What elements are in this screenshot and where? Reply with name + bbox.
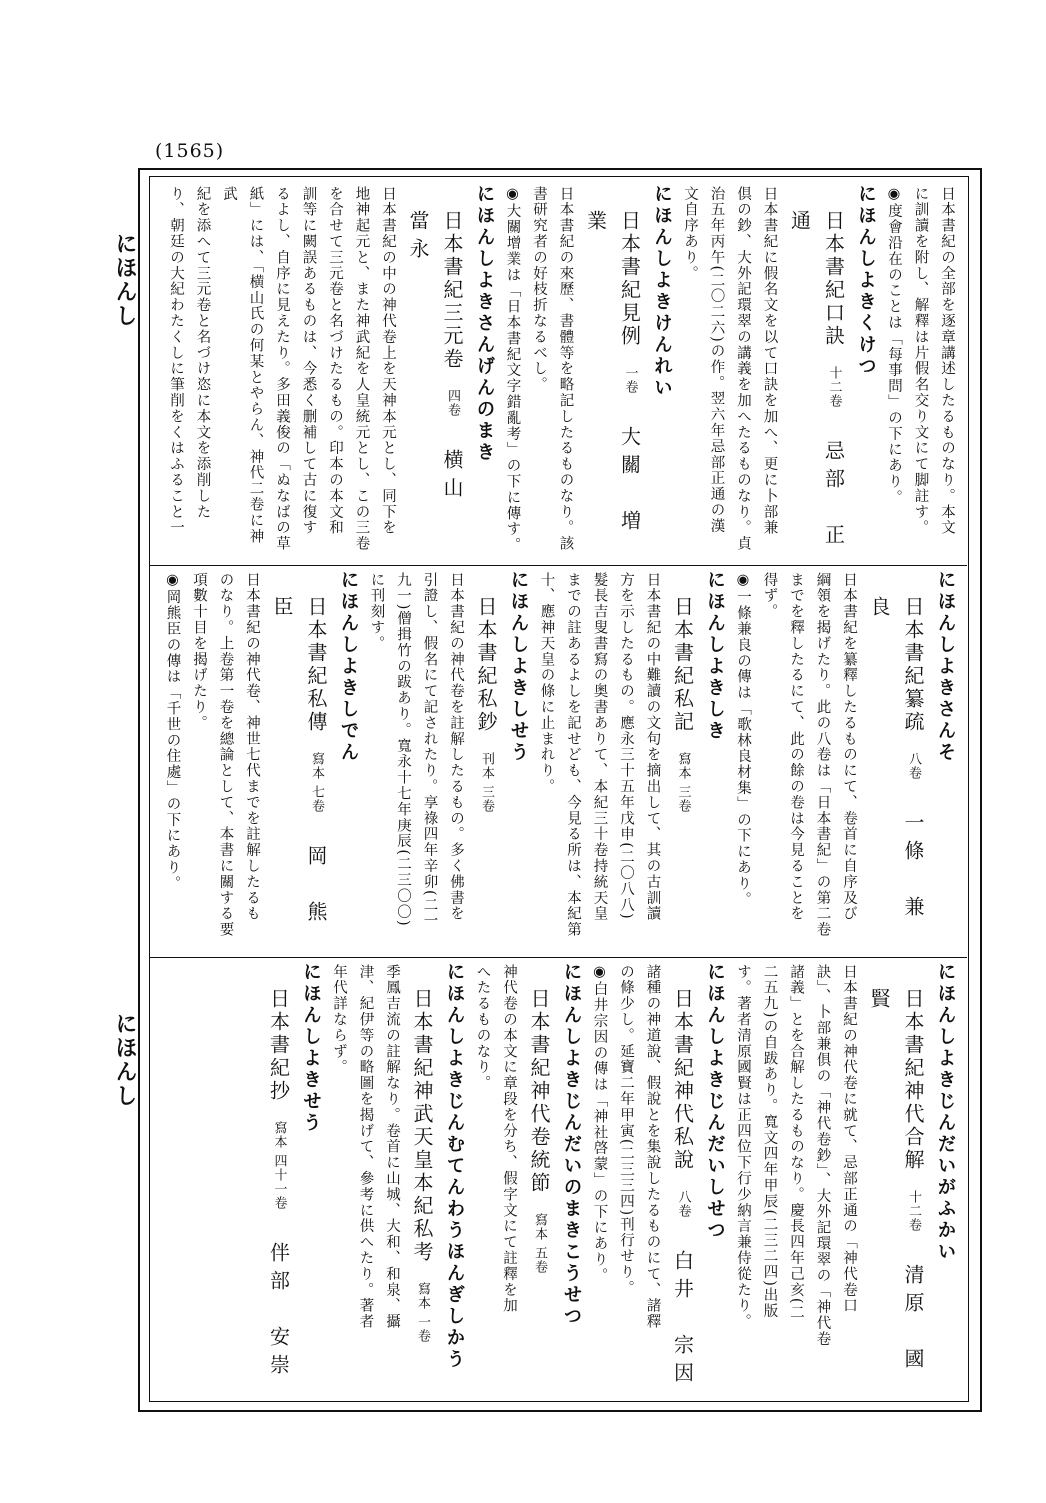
entry-volumes: 寫本 一卷 — [415, 1282, 430, 1344]
entry-heading: にほんしよきしでん — [338, 570, 359, 764]
entry-body-line: 日本書紀の中の神代卷上を天神本元とし、同下を — [380, 186, 396, 536]
entry-volumes: 八卷 — [675, 1190, 691, 1218]
continuation-line: 日本書紀の全部を逐章講述したるものなり。本文 — [939, 186, 955, 536]
entry-body-line: 年代詳ならず。 — [331, 964, 347, 1076]
entry-body-line: 地神起元と、また神武紀を人皇統元とし、この三卷 — [353, 186, 370, 552]
entry-volumes: 四卷 — [445, 389, 460, 417]
entry-title-line — [469, 570, 503, 950]
entry-note: ◉白井宗因の傳は「神社啓蒙」の下にあり。 — [591, 964, 608, 1284]
entry-body-line: 津、紀伊等の略圖を揭げて、參考に供へたり。著者 — [357, 964, 374, 1330]
entry-volumes: 八卷 — [906, 752, 921, 780]
entry-body-line: 文自序あり。 — [682, 186, 698, 282]
entry-body-line: 日本書紀の神代卷を註解したるもの。多く佛書を — [448, 572, 464, 922]
entry-title-line — [862, 962, 930, 1394]
entry-body-line: を合せて三元卷と名づけたるもの。印本の本文和 — [327, 186, 343, 536]
entry-body-line: 引證し、假名にて記されたり。享祿四年辛卯(二一 — [421, 572, 438, 929]
entry-heading: にほんしよきせう — [300, 962, 322, 1134]
entry-body-line: 日本書紀の神代卷に就て、忌部正通の「神代卷口 — [841, 964, 857, 1314]
section-divider-upper — [149, 565, 967, 566]
entry-body-line: 髮長吉叟書寫の奥書ありて、本紀三十卷持統天皇 — [591, 572, 608, 922]
entry-heading: にほんしよきしせう — [508, 570, 529, 764]
entry-body-line: るよし、自序に見えたり。多田義俊の「ぬなばの草 — [274, 186, 290, 552]
entry-body-line: の條少し。延寶二年甲寅(二三三四)刊行せり。 — [618, 964, 634, 1297]
entry-body-line: 諸種の神道說、假說とを集說したるものにて、諸釋 — [644, 964, 661, 1330]
entry-note: ◉岡熊臣の傳は「千世の住處」の下にあり。 — [164, 572, 181, 892]
entry-body-line: のなり。上卷第一卷を總論として、本書に關する要 — [217, 572, 234, 938]
entry-heading: にほんしよきじんだいのまきこうせつ — [561, 962, 582, 1328]
entry-body-line: 訣」、卜部兼俱の「神代卷鈔」、大外記環翠の「神代卷 — [814, 964, 831, 1347]
entry-title-line — [579, 184, 647, 558]
entry-volumes: 一卷 — [622, 366, 638, 394]
entry-title: 日本書紀神代合解 — [901, 988, 925, 1172]
entry-body-line: までを釋したるにて、此の餘の卷は今見ることを — [788, 572, 804, 922]
entry-body-line: 日本書紀の來歷、書體等を略記したるものなり。該 — [557, 186, 574, 552]
entry-body-line: 二五九)の自跋あり。寬文四年甲辰(二三二四)出版 — [761, 964, 778, 1320]
entry-body-line: 書研究者の好枝折なるべし。 — [531, 186, 547, 393]
entry-title-line — [522, 962, 556, 1394]
entry-body-line: 得ず。 — [761, 572, 778, 620]
entry-heading: にほんしよきさんげんのまき — [474, 184, 495, 464]
entry-volumes: 十二卷 — [826, 366, 842, 408]
entry-title: 日本書紀神代私說 — [670, 988, 695, 1172]
upper-section — [160, 184, 960, 558]
entry-author: 横山 當永 — [406, 210, 464, 533]
entry-author: 大關 増業 — [583, 210, 642, 538]
entry-body-line: までの註あるよしを記せども、今見る所は、本紀第 — [565, 572, 581, 938]
entry-body-line: 倶の鈔、大外記環翠の講義を加へたるものなり。貞 — [735, 186, 751, 552]
entry-body-line: 治五年丙午(二〇二六)の作。翌六年忌部正通の漢 — [708, 186, 725, 535]
entry-volumes: 寫本 四十一卷 — [271, 1121, 287, 1211]
middle-section — [160, 570, 960, 950]
entry-title-line — [783, 184, 851, 558]
entry-body-line: 日本書紀を纂釋したるものにて、卷首に自序及び — [841, 572, 857, 922]
entry-title: 日本書紀纂疏 — [901, 596, 925, 734]
entry-title: 日本書紀口訣 — [821, 210, 846, 348]
entry-body-line — [160, 184, 163, 558]
entry-volumes: 刊本 三卷 — [479, 752, 494, 814]
margin-head-top: にほんし — [112, 232, 138, 328]
entry-volumes: 寫本 三卷 — [675, 752, 691, 814]
entry-body-line: 訓等に闕誤あるものは、今悉く删補して古に復す — [300, 186, 317, 536]
entry-author: 白井 宗因 — [670, 1250, 695, 1390]
entry-author: 忌部 正通 — [787, 210, 846, 552]
entry-heading: にほんしよきじんだいがふかい — [935, 962, 956, 1263]
entry-body-line: り、朝廷の大紀わたくしに筆削をくはふること一 — [168, 186, 184, 536]
section-divider-lower — [149, 957, 967, 958]
entry-author: 清原 國賢 — [867, 988, 925, 1376]
entry-note: ◉大關增業は「日本書紀文字錯亂考」の下に傳す。 — [504, 186, 521, 554]
lower-section — [160, 962, 960, 1394]
entry-title-line — [666, 962, 700, 1394]
entry-heading: にほんしよきさんそ — [935, 570, 956, 764]
entry-body-line: 諸義」とを合解したるものなり。慶長四年己亥(二 — [788, 964, 804, 1321]
entry-title-line — [862, 570, 930, 950]
entry-body-line: 九一)僧揖竹の跋あり。寬永十七年庚辰(二三〇〇) — [395, 572, 411, 928]
entry-heading: にほんしよきしき — [704, 570, 726, 742]
entry-title-line — [262, 962, 296, 1394]
entry-title: 日本書紀私鈔 — [474, 596, 498, 734]
entry-volumes: 寫本 五卷 — [532, 1213, 547, 1275]
entry-body-line: 紀を添へて三元卷と名づけ恣に本文を添削した — [194, 186, 211, 520]
continuation-line: に訓讀を附し、解釋は片假名交り文にて脚註す。 — [912, 186, 929, 536]
entry-body-line: 紙」には、「横山氏の何某とやらん、神代二卷に神武 — [221, 186, 264, 545]
entry-title-line — [401, 184, 469, 558]
entry-body-line: 十、應神天皇の條に止まれり。 — [538, 572, 555, 795]
entry-body-line: 綱領を揭げたり。此の八卷は「日本書紀」の第二卷 — [814, 572, 831, 938]
entry-volumes: 寫本 七卷 — [309, 752, 324, 814]
entry-body-line: 方を示したるもの。應永三十五年戊申(二〇八八) — [618, 572, 634, 921]
entry-author: 一條 兼良 — [867, 596, 925, 924]
entry-heading: にほんしよきじんむてんわうほんぎしかう — [444, 962, 465, 1371]
entry-title: 日本書紀抄 — [266, 988, 291, 1103]
entry-title: 日本書紀三元卷 — [440, 210, 464, 371]
entry-body-line: 日本書紀に假名文を以て口訣を加へ、更に卜部兼 — [761, 186, 778, 536]
continuation-note: ◉度會沿在のことは「每事問」の下にあり。 — [886, 186, 902, 506]
entry-body-line: 日本書紀の神代卷、神世七代までを註解したるも — [244, 572, 260, 922]
page-number: (1565) — [155, 140, 225, 162]
entry-title-line — [666, 570, 700, 950]
entry-heading: にほんしよきくけつ — [855, 184, 877, 378]
entry-body-line: へたるものなり。 — [474, 964, 491, 1092]
entry-title: 日本書紀神代卷統節 — [527, 988, 551, 1195]
entry-title: 日本書紀私傳 — [304, 596, 328, 734]
entry-heading: にほんしよきじんだいしせつ — [704, 962, 726, 1242]
entry-title: 日本書紀神武天皇本紀私考 — [410, 988, 434, 1264]
entry-heading: にほんしよきけんれい — [651, 184, 673, 399]
entry-body-line: に刊刻す。 — [368, 572, 385, 652]
margin-head-bottom: にほんし — [112, 1012, 138, 1108]
entry-author: 岡 熊臣 — [270, 596, 328, 930]
entry-body-line: 項數十目を揭げたり。 — [191, 572, 207, 731]
entry-body-line: 季鳳吉流の註解なり。卷首に山城、大和、和泉、攝 — [384, 964, 400, 1330]
entry-body-line: 日本書紀の中難讀の文句を摘出して、其の古訓讀 — [644, 572, 661, 922]
entry-title: 日本書紀私記 — [670, 596, 695, 734]
entry-title: 日本書紀見例 — [617, 210, 642, 348]
entry-body-line: す。著者清原國賢は正四位下行少納言兼侍從たり。 — [735, 964, 751, 1330]
entry-title-line — [405, 962, 439, 1394]
entry-title-line — [265, 570, 333, 950]
entry-volumes: 十二卷 — [906, 1190, 921, 1232]
entry-note: ◉一條兼良の傳は「歌林良材集」の下にあり。 — [735, 572, 751, 908]
entry-author: 伴部 安崇 — [266, 1242, 291, 1383]
entry-body-line: 神代卷の本文に章段を分ち、假字文にて註釋を加 — [501, 964, 517, 1314]
